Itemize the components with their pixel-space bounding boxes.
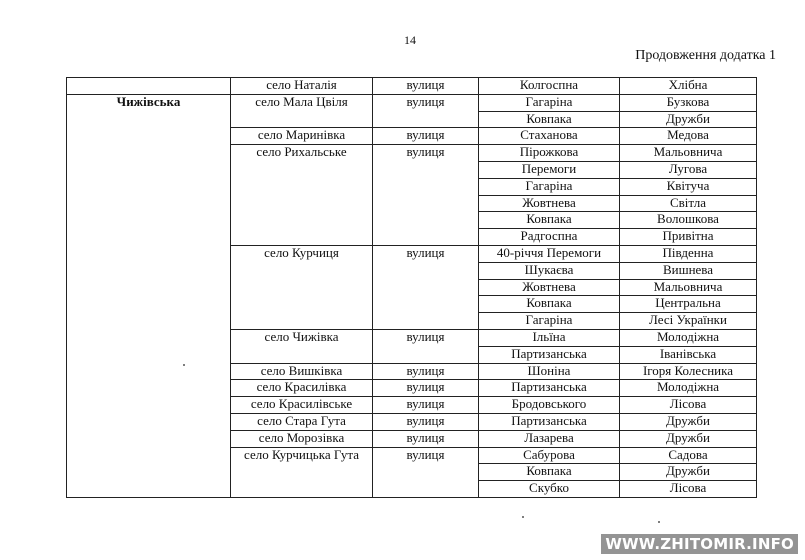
new-name-cell: Іванівська <box>620 346 757 363</box>
old-name-cell: Ковпака <box>479 296 620 313</box>
watermark: WWW.ZHITOMIR.INFO <box>601 534 798 554</box>
old-name-cell: Пірожкова <box>479 145 620 162</box>
new-name-cell: Волошкова <box>620 212 757 229</box>
new-name-cell: Медова <box>620 128 757 145</box>
old-name-cell: Ковпака <box>479 212 620 229</box>
type-cell: вулиця <box>373 128 479 145</box>
district-cell <box>67 78 231 95</box>
new-name-cell: Центральна <box>620 296 757 313</box>
old-name-cell: Перемоги <box>479 161 620 178</box>
village-cell: село Наталія <box>231 78 373 95</box>
table-row <box>67 94 757 111</box>
old-name-cell: Бродовського <box>479 397 620 414</box>
new-name-cell: Дружби <box>620 430 757 447</box>
village-cell: село Морозівка <box>231 430 373 447</box>
village-cell: село Вишківка <box>231 363 373 380</box>
new-name-cell: Молодіжна <box>620 380 757 397</box>
village-cell: село Маринівка <box>231 128 373 145</box>
old-name-cell: Гагаріна <box>479 313 620 330</box>
type-cell: вулиця <box>373 78 479 95</box>
new-name-cell: Привітна <box>620 229 757 246</box>
old-name-cell: Партизанська <box>479 413 620 430</box>
new-name-cell: Вишнева <box>620 262 757 279</box>
village-cell: село Стара Гута <box>231 413 373 430</box>
new-name-cell: Лесі Українки <box>620 313 757 330</box>
old-name-cell: Шукаєва <box>479 262 620 279</box>
type-cell: вулиця <box>373 245 479 329</box>
old-name-cell: Ковпака <box>479 464 620 481</box>
village-cell: село Мала Цвіля <box>231 94 373 128</box>
new-name-cell: Бузкова <box>620 94 757 111</box>
village-cell: село Курчиця <box>231 245 373 329</box>
new-name-cell: Хлібна <box>620 78 757 95</box>
old-name-cell: Стаханова <box>479 128 620 145</box>
village-cell: село Красилівське <box>231 397 373 414</box>
type-cell: вулиця <box>373 413 479 430</box>
streets-table <box>66 77 757 498</box>
village-cell: село Красилівка <box>231 380 373 397</box>
village-cell: село Рихальське <box>231 145 373 246</box>
old-name-cell: Партизанська <box>479 346 620 363</box>
scan-speck <box>658 521 660 523</box>
old-name-cell: Скубко <box>479 481 620 498</box>
type-cell: вулиця <box>373 94 479 128</box>
new-name-cell: Світла <box>620 195 757 212</box>
new-name-cell: Молодіжна <box>620 329 757 346</box>
type-cell: вулиця <box>373 447 479 497</box>
table-row <box>67 78 757 95</box>
old-name-cell: Радгоспна <box>479 229 620 246</box>
old-name-cell: Жовтнева <box>479 195 620 212</box>
old-name-cell: Колгоспна <box>479 78 620 95</box>
old-name-cell: Гагаріна <box>479 178 620 195</box>
village-cell: село Курчицька Гута <box>231 447 373 497</box>
district-cell: Чижівська <box>67 94 231 497</box>
new-name-cell: Мальовнича <box>620 145 757 162</box>
old-name-cell: Жовтнева <box>479 279 620 296</box>
new-name-cell: Південна <box>620 245 757 262</box>
old-name-cell: Ковпака <box>479 111 620 128</box>
old-name-cell: Шоніна <box>479 363 620 380</box>
new-name-cell: Дружби <box>620 111 757 128</box>
old-name-cell: Гагаріна <box>479 94 620 111</box>
new-name-cell: Лісова <box>620 481 757 498</box>
new-name-cell: Дружби <box>620 413 757 430</box>
new-name-cell: Садова <box>620 447 757 464</box>
new-name-cell: Мальовнича <box>620 279 757 296</box>
scan-speck <box>522 516 524 518</box>
old-name-cell: Партизанська <box>479 380 620 397</box>
type-cell: вулиця <box>373 329 479 363</box>
type-cell: вулиця <box>373 397 479 414</box>
continuation-heading: Продовження додатка 1 <box>635 48 776 63</box>
type-cell: вулиця <box>373 363 479 380</box>
old-name-cell: 40-річчя Перемоги <box>479 245 620 262</box>
new-name-cell: Лісова <box>620 397 757 414</box>
scan-speck <box>183 364 185 366</box>
type-cell: вулиця <box>373 380 479 397</box>
new-name-cell: Квітуча <box>620 178 757 195</box>
new-name-cell: Дружби <box>620 464 757 481</box>
new-name-cell: Лугова <box>620 161 757 178</box>
old-name-cell: Сабурова <box>479 447 620 464</box>
type-cell: вулиця <box>373 145 479 246</box>
type-cell: вулиця <box>373 430 479 447</box>
new-name-cell: Ігоря Колесника <box>620 363 757 380</box>
page-number: 14 <box>404 33 416 47</box>
village-cell: село Чижівка <box>231 329 373 363</box>
old-name-cell: Ільїна <box>479 329 620 346</box>
old-name-cell: Лазарева <box>479 430 620 447</box>
